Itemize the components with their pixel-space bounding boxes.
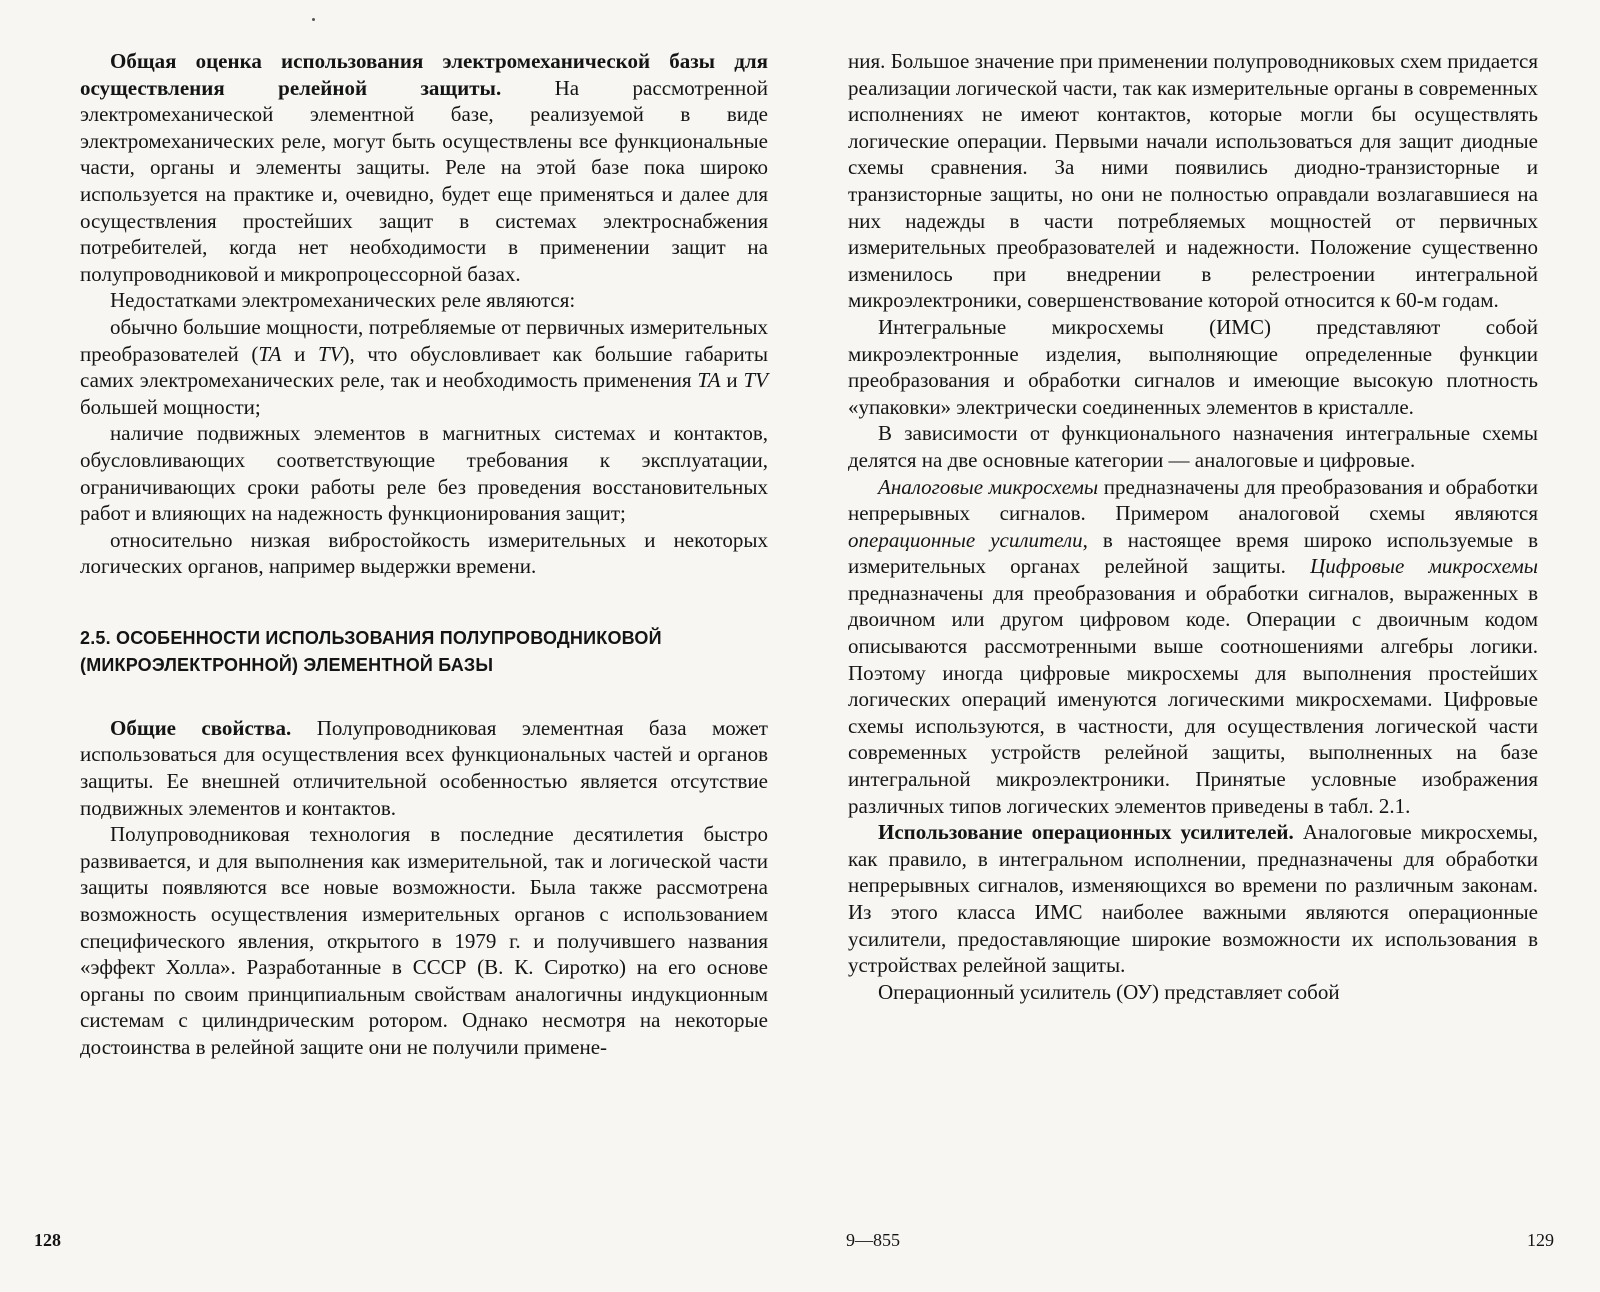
paragraph-analog-digital: Аналоговые микросхемы предназначены для преобразования и обработки непрерывных сигналов. Примером аналоговой схемы являются операционные усилители, в настоящее время широко используемые в измерительных органах релейной защиты. Цифровые микросхемы предназначены для преобразования и обработки сигналов, выраженных в двоичном или другом цифровом коде. Операции с двоичным кодом описываются рассмотренными выше соотношениями алгебры логики. Поэтому иногда цифровые микросхемы для выполнения простейших логических операций именуются логическими микросхемами. Цифровые схемы используются, в частности, для осуществления логической части современных устройств релейной защиты, выполненных на базе интегральной микроэлектроники. Принятые условные изображения различных типов логических элементов приведены в табл. 2.1. [848, 474, 1538, 818]
page-number-right: 129 [1527, 1230, 1554, 1250]
left-page [80, 48, 768, 1208]
run-in-heading: Общая оценка использования электромеханической базы для осуществления релейной защиты. [80, 49, 768, 100]
list-item-moving-parts: наличие подвижных элементов в магнитных системах и контактов, обусловливающих соответствующие требования к эксплуатации, ограничивающих сроки работы реле без проведения восстановительных работ и влияющих на надежность функционирования защит; [80, 421, 768, 526]
paragraph-continuation: ния. Большое значение при применении полупроводниковых схем придается реализации логической части, так как измерительные органы в современных исполнениях не имеют контактов, которые могли бы осуществлять логические операции. Первыми начали использоваться для защит диодные схемы сравнения. За ними появились диодно-транзисторные и транзисторные защиты, но они не полностью оправдали возлагавшиеся на них надежды в части потребляемых мощностей от первичных измерительных преобразователей и надежности. Положение существенно изменилось при внедрении в релестроении интегральной микроэлектроники, совершенствование которой относится к 60-м годам. [848, 49, 1538, 313]
section-heading [80, 625, 768, 679]
paragraph-drawbacks-intro: Недостатками электромеханических реле являются: [110, 288, 576, 313]
paragraph-op-amps: Использование операционных усилителей. Аналоговые микросхемы, как правило, в интегральном исполнении, предназначены для обработки непрерывных сигналов, изменяющихся во времени по различным законам. Из этого класса ИМС наиболее важными являются операционные усилители, предоставляющие широкие возможности их использования в устройствах релейной защиты. [848, 820, 1538, 978]
section-heading-line-2: (МИКРОЭЛЕКТРОННОЙ) ЭЛЕМЕНТНОЙ БАЗЫ [80, 654, 494, 675]
paragraph-technology: Полупроводниковая технология в последние десятилетия быстро развивается, и для выполнения как измерительной, так и логической части защиты появляются все новые возможности. Была также рассмотрена возможность осуществления измерительных органов с использованием специфического явления, открытого в 1979 г. и получившего названия «эффект Холла». Разработанные в СССР (В. К. Сиротко) на его основе органы по своим принципиальным свойствам аналогичны индукционным системам с цилиндрическим ротором. Однако несмотря на некоторые достоинства в релейной защите они не получили примене- [80, 822, 768, 1059]
paragraph-general-properties: Общие свойства. Полупроводниковая элементная база может использоваться для осуществления всех функциональных частей и органов защиты. Ее внешней отличительной особенностью является отсутствие подвижных элементов и контактов. [80, 715, 768, 820]
page-number-left: 128 [34, 1230, 61, 1250]
printer-signature: 9—855 [846, 1230, 900, 1250]
paragraph-general-assessment: Общая оценка использования электромеханической базы для осуществления релейной защиты. На рассмотренной электромеханической элементной базе, реализуемой в виде электромеханических реле, могут быть осуществлены все функциональные части, органы и элементы защиты. Реле на этой базе пока широко используется на практике и, очевидно, будет еще применяться и далее для осуществления простейших защит в системах электроснабжения потребителей, когда нет необходимости в применении защит на полупроводниковой и микропроцессорной базах. [80, 49, 768, 286]
run-in-heading: Общие свойства. [110, 715, 292, 740]
paragraph-ims: Интегральные микросхемы (ИМС) представляют собой микроэлектронные изделия, выполняющие определенные функции преобразования и обработки сигналов и имеющие высокую плотность «упаковки» электрически соединенных элементов в кристалле. [848, 314, 1538, 419]
list-item-power: обычно большие мощности, потребляемые от первичных измерительных преобразователей (ТА и TV), что обусловливает как большие габариты самих электромеханических реле, так и необходимость применения ТА и TV большей мощности; [80, 314, 768, 419]
run-in-heading: Использование операционных усилителей. [878, 820, 1294, 845]
section-heading-line-1: 2.5. ОСОБЕННОСТИ ИСПОЛЬЗОВАНИЯ ПОЛУПРОВОДНИКОВОЙ [80, 627, 662, 648]
print-speck [312, 18, 315, 21]
list-item-vibration: относительно низкая вибростойкость измерительных и некоторых логических органов, например выдержки времени. [80, 527, 768, 579]
paragraph-categories: В зависимости от функционального назначения интегральные схемы делятся на две основные категории — аналоговые и цифровые. [848, 421, 1538, 472]
right-page [848, 48, 1538, 1208]
paragraph-op-amp-def: Операционный усилитель (ОУ) представляет собой [878, 979, 1340, 1004]
